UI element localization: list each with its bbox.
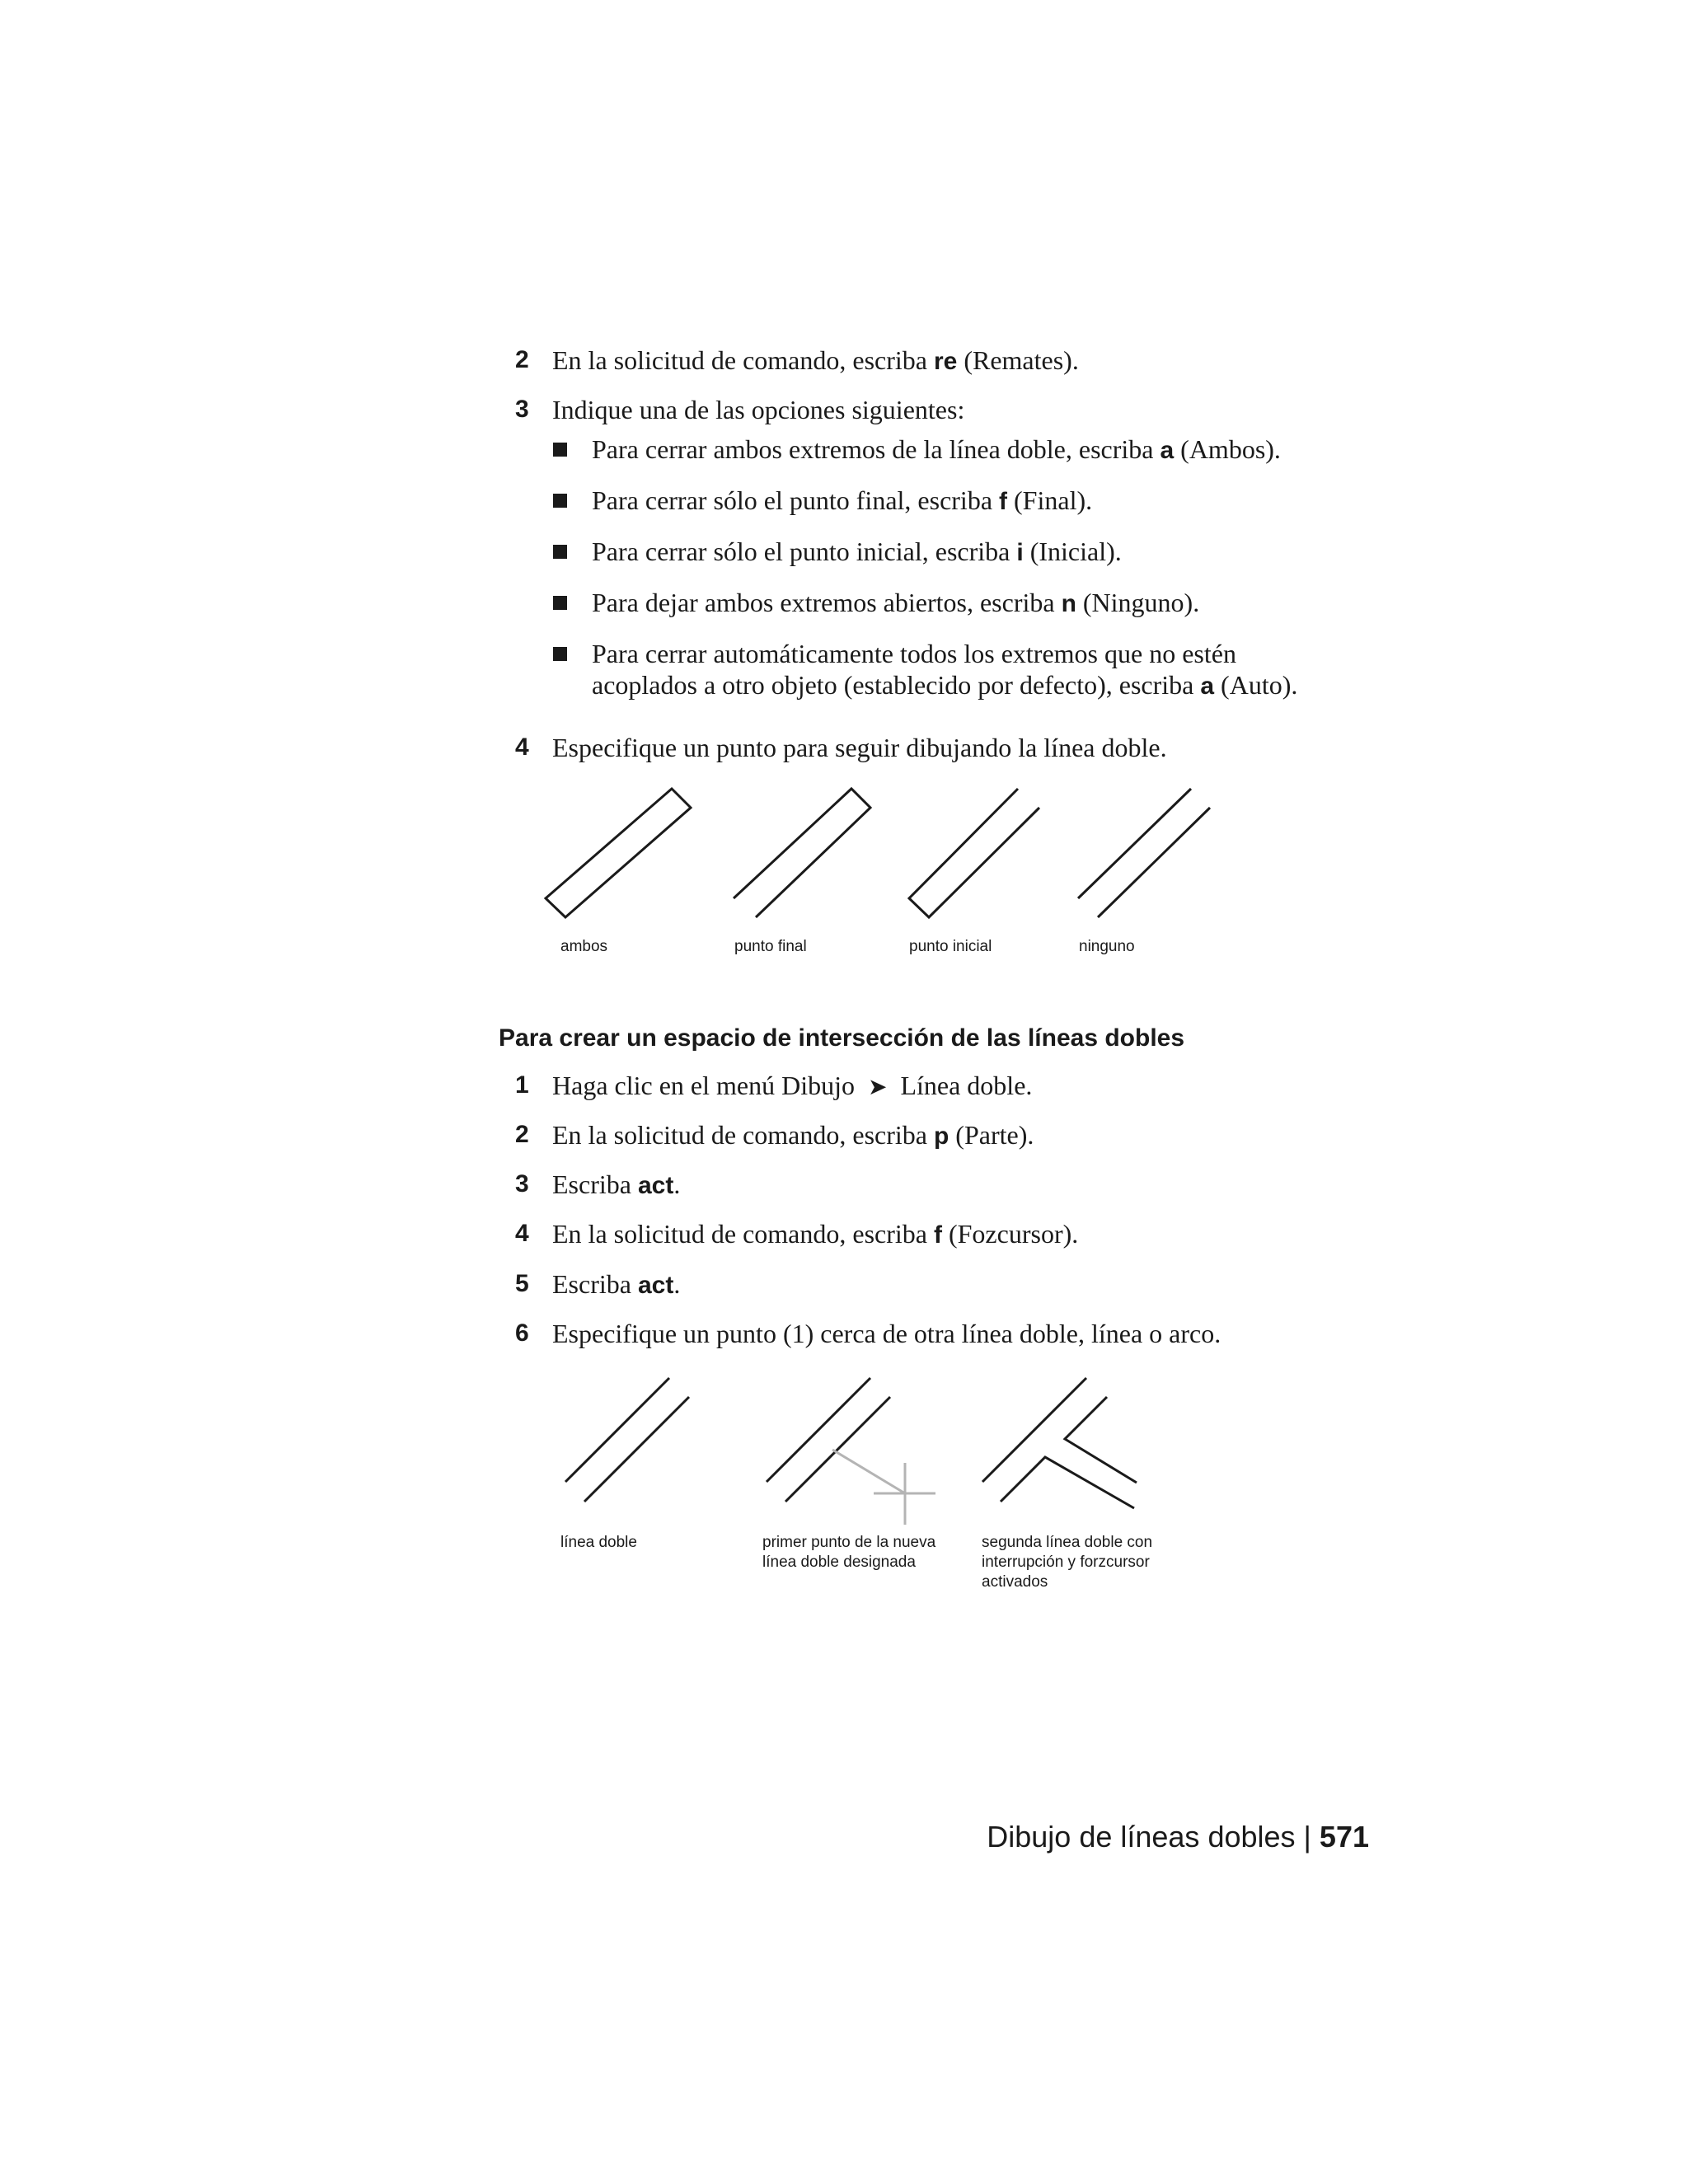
step-text: Indique una de las opciones siguientes: xyxy=(552,395,965,424)
crosshair-cursor-icon xyxy=(832,1450,935,1525)
option-text: Para cerrar ambos extremos de la línea doble, escriba a (Ambos). xyxy=(592,434,1281,464)
step-text: En la solicitud de comando, escriba f (Fozcursor). xyxy=(552,1219,1079,1249)
footer-title: Dibujo de líneas dobles xyxy=(987,1820,1296,1854)
command-key: i xyxy=(1016,539,1024,566)
command-key: n xyxy=(1061,590,1076,617)
caption-punto-inicial: punto inicial xyxy=(909,938,992,955)
caption-linea-doble: línea doble xyxy=(560,1534,637,1551)
option-text-line1: Para cerrar automáticamente todos los extremos que no estén xyxy=(592,639,1236,668)
option-text: Para dejar ambos extremos abiertos, escriba n (Ninguno). xyxy=(592,588,1200,617)
command-key: f xyxy=(999,488,1008,515)
caption-ninguno: ninguno xyxy=(1079,938,1135,955)
command-key: a xyxy=(1200,673,1215,700)
step-text: Especifique un punto (1) cerca de otra línea doble, línea o arco. xyxy=(552,1319,1221,1348)
page-footer xyxy=(987,1819,1369,1855)
cap-ninguno-drawing xyxy=(1078,789,1210,917)
step-text: Escriba act. xyxy=(552,1269,681,1299)
option-text-line2: acoplados a otro objeto (establecido por defecto), escriba a (Auto). xyxy=(592,670,1298,700)
figure-end-caps xyxy=(544,779,1236,923)
step-number: 4 xyxy=(515,733,529,761)
command-key: act xyxy=(637,1272,674,1299)
bullet-square-icon xyxy=(553,443,567,457)
command-key: f xyxy=(933,1221,942,1249)
section-heading: Para crear un espacio de intersección de las líneas dobles xyxy=(499,1024,1185,1052)
cap-final-drawing xyxy=(734,789,870,917)
command-key: p xyxy=(933,1122,950,1150)
step-text: En la solicitud de comando, escriba p (Parte). xyxy=(552,1120,1034,1150)
command-key: re xyxy=(933,348,958,375)
step-text: Escriba act. xyxy=(552,1169,681,1199)
step-text: Especifique un punto para seguir dibujando la línea doble. xyxy=(552,733,1167,762)
step-number: 3 xyxy=(515,1170,529,1197)
step-number: 1 xyxy=(515,1071,529,1099)
cap-ambos-drawing xyxy=(546,789,691,917)
caption-ambos: ambos xyxy=(560,938,608,955)
step-number: 2 xyxy=(515,1121,529,1148)
cap-inicial-drawing xyxy=(909,789,1039,917)
option-text: Para cerrar sólo el punto inicial, escriba i (Inicial). xyxy=(592,537,1122,566)
step-number: 4 xyxy=(515,1220,529,1247)
menu-arrow-icon: ➤ xyxy=(867,1073,888,1100)
step-number: 5 xyxy=(515,1270,529,1297)
step-number: 2 xyxy=(515,346,529,373)
segunda-linea-drawing xyxy=(982,1378,1137,1508)
command-key: act xyxy=(637,1172,674,1199)
linea-doble-drawing xyxy=(565,1378,689,1502)
bullet-square-icon xyxy=(553,647,567,661)
bullet-square-icon xyxy=(553,545,567,559)
footer-separator: | xyxy=(1303,1820,1311,1854)
step-text: En la solicitud de comando, escriba re (Remates). xyxy=(552,345,1079,375)
caption-primer-punto: primer punto de la nueva línea doble designada xyxy=(762,1534,936,1571)
step-text: Haga clic en el menú Dibujo ➤ Línea doble. xyxy=(552,1071,1033,1100)
caption-punto-final: punto final xyxy=(734,938,807,955)
primer-punto-drawing xyxy=(767,1378,935,1525)
command-key: a xyxy=(1160,437,1175,464)
figure-intersection xyxy=(544,1368,1170,1533)
step-number: 3 xyxy=(515,396,529,423)
step-number: 6 xyxy=(515,1319,529,1347)
option-text: Para cerrar sólo el punto final, escriba f (Final). xyxy=(592,485,1093,515)
bullet-square-icon xyxy=(553,494,567,508)
page-number: 571 xyxy=(1319,1820,1369,1854)
caption-segunda-linea: segunda línea doble con interrupción y forzcursor activados xyxy=(982,1534,1153,1591)
bullet-square-icon xyxy=(553,596,567,610)
